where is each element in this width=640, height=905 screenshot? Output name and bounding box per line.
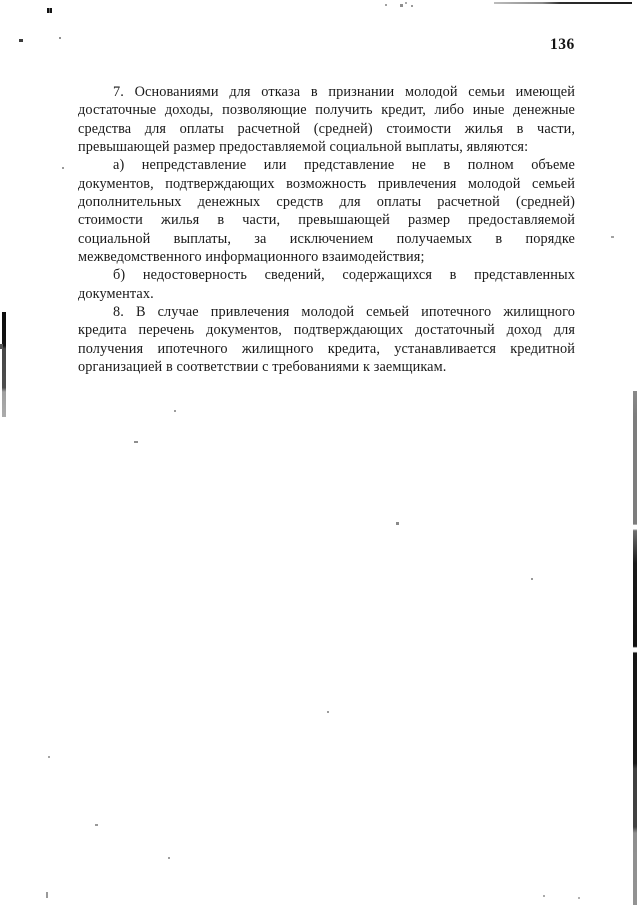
scan-speck (327, 711, 329, 713)
scan-speck (531, 578, 533, 580)
scan-speck (405, 2, 407, 4)
scan-artifact-mark (47, 8, 52, 13)
scan-speck (48, 756, 50, 758)
scan-speck (543, 895, 545, 897)
paragraph-item-8 (78, 303, 575, 376)
scan-speck (411, 5, 413, 7)
text-line: а) непредставление или представление не в полном объеме (113, 157, 575, 174)
text-line: дополнительных денежных средств для оплаты расчетной (средней) (78, 194, 575, 211)
text-line: кредита перечень документов, подтверждающих достаточный доход для (78, 322, 575, 339)
text-line: достаточные доходы, позволяющие получить кредит, либо иные денежные (78, 102, 575, 119)
text-line: превышающей размер предоставляемой социальной выплаты, являются: (78, 139, 529, 156)
scan-speck (400, 4, 403, 7)
text-line: социальной выплаты, за исключением получаемых в порядке (78, 230, 575, 247)
scan-speck (578, 897, 580, 899)
text-line: организацией в соответствии с требованиями к заемщикам. (78, 359, 447, 376)
page-number: 136 (550, 36, 575, 53)
text-line: б) недостоверность сведений, содержащихся в представленных (113, 267, 575, 284)
text-line: 7. Основаниями для отказа в признании молодой семьи имеющей (113, 84, 575, 100)
text-line: документах. (78, 285, 154, 302)
text-line: 8. В случае привлечения молодой семьей ипотечного жилищного (113, 304, 575, 321)
scan-speck (611, 236, 614, 238)
text-line: средства для оплаты расчетной (средней) стоимости жилья в части, (78, 120, 575, 137)
scan-artifact-right-bar (633, 391, 637, 905)
scan-speck (19, 39, 23, 42)
paragraph-item-a (78, 156, 575, 266)
paragraph-item-7 (78, 83, 575, 156)
paragraph-item-b (78, 266, 575, 303)
scan-speck (59, 37, 61, 39)
text-line: стоимости жилья в части, превышающей размер предоставляемой (78, 212, 575, 229)
text-line: межведомственного информационного взаимодействия; (78, 249, 425, 266)
scan-speck (168, 857, 170, 859)
text-line: получения ипотечного жилищного кредита, устанавливается кредитной (78, 340, 575, 357)
scan-speck (46, 892, 48, 898)
scan-artifact-left-bar (2, 312, 6, 417)
scan-artifact-left-notch (0, 344, 3, 349)
scan-speck (62, 167, 64, 169)
scan-speck (174, 410, 176, 412)
text-line: документов, подтверждающих возможность привлечения молодой семьей (78, 175, 575, 192)
scan-artifact-top-line (494, 2, 632, 4)
body-text (78, 83, 575, 377)
scan-speck (396, 522, 399, 525)
scan-speck (95, 824, 98, 826)
scan-speck (134, 441, 138, 443)
scan-speck (385, 4, 387, 6)
